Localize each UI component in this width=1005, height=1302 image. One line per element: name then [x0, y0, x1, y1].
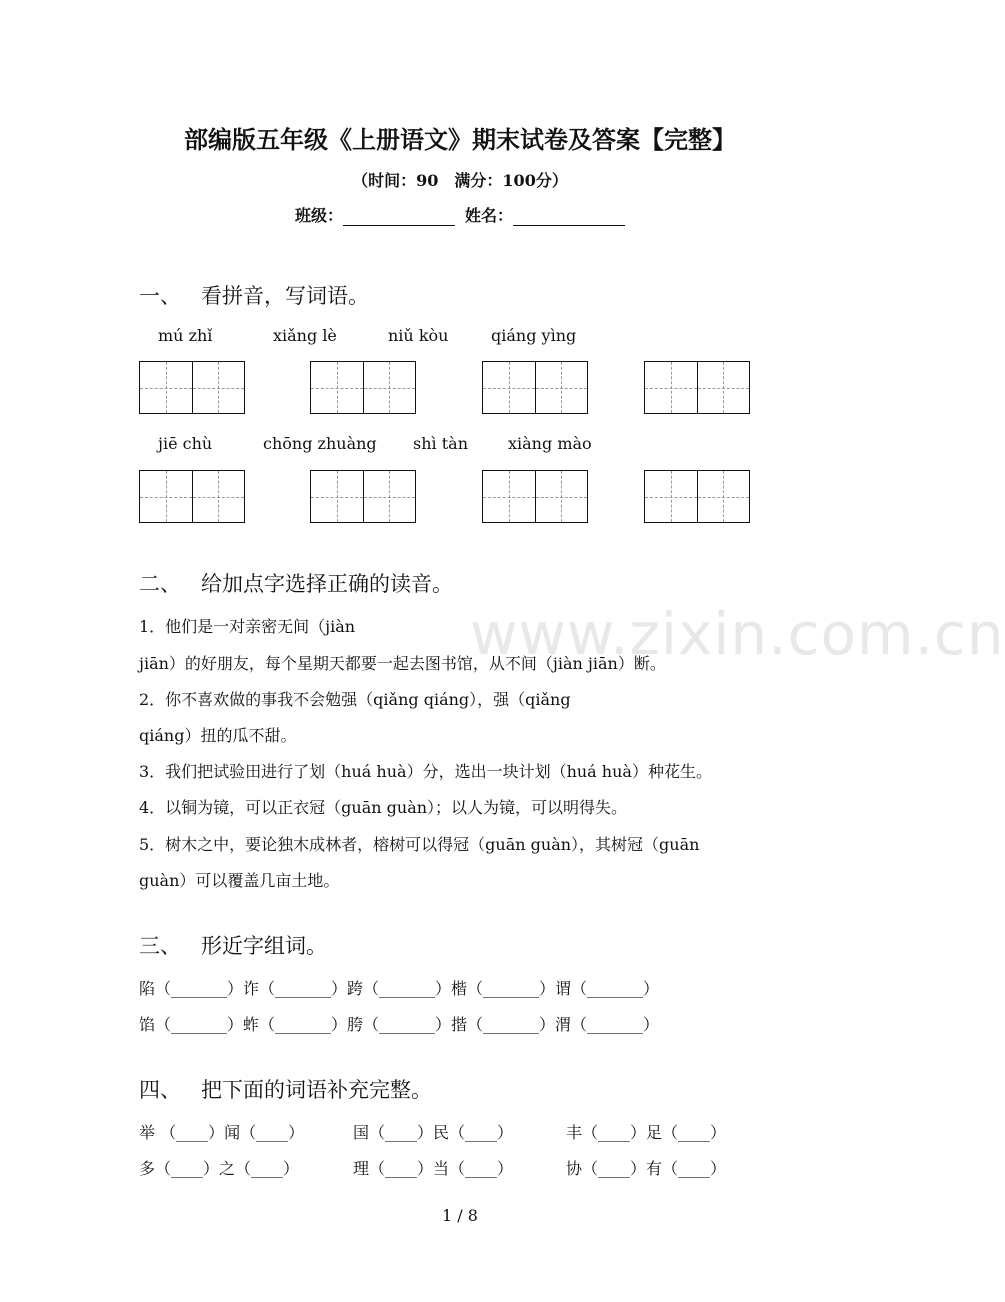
section-3-title: 形近字组词。: [201, 934, 327, 958]
idiom-item: 多（____）之（____）: [139, 1159, 300, 1178]
pinyin-label: mú zhǐ: [158, 326, 213, 345]
class-blank[interactable]: [343, 209, 455, 226]
name-label: 姓名：: [465, 206, 514, 225]
section-1-title: 看拼音，写词语。: [201, 284, 369, 308]
watermark: www.zixin.com.cn: [470, 600, 1005, 668]
section-1-heading: [139, 280, 369, 310]
writing-grid-box[interactable]: [139, 470, 245, 523]
section-4-heading: [139, 1074, 432, 1104]
page-number: 1 / 8: [442, 1206, 478, 1225]
exam-title: 部编版五年级《上册语文》期末试卷及答案【完整】: [184, 125, 736, 154]
writing-grid-box[interactable]: [644, 470, 750, 523]
word-group-row: 陷（_______）诈（_______）跨（_______）楷（_______）谓（_______）: [139, 979, 660, 998]
class-label: 班级：: [294, 206, 343, 225]
pinyin-label: xiàng mào: [508, 434, 592, 453]
section-4-number: 四、: [139, 1078, 181, 1102]
question-line: 5．树木之中，要论独木成林者，榕树可以得冠（guān guàn），其树冠（guān: [139, 835, 700, 854]
pinyin-label: chōng zhuàng: [263, 434, 377, 453]
idiom-item: 丰（____）足（____）: [566, 1123, 727, 1142]
question-line: jiān）的好朋友，每个星期天都要一起去图书馆，从不间（jiàn jiān）断。: [139, 654, 666, 673]
pinyin-label: shì tàn: [413, 434, 468, 453]
writing-grid-box[interactable]: [310, 361, 416, 414]
idiom-item: 举 （____）闻（____）: [139, 1123, 305, 1142]
section-2-title: 给加点字选择正确的读音。: [201, 572, 453, 596]
word-group-row: 馅（_______）蚱（_______）胯（_______）揩（_______）渭（_______）: [139, 1015, 660, 1034]
section-1-number: 一、: [139, 284, 181, 308]
pinyin-label: niǔ kòu: [388, 326, 449, 345]
question-line: guàn）可以覆盖几亩土地。: [139, 871, 340, 890]
class-name-line: [0, 203, 920, 226]
section-2-heading: [139, 568, 453, 598]
writing-grid-box[interactable]: [482, 361, 588, 414]
question-line: 2．你不喜欢做的事我不会勉强（qiǎng qiáng），强（qiǎng: [139, 690, 571, 709]
exam-subtitle: （时间：90 满分：100分）: [352, 171, 568, 190]
writing-grid-box[interactable]: [644, 361, 750, 414]
writing-grid-box[interactable]: [139, 361, 245, 414]
section-3-number: 三、: [139, 934, 181, 958]
writing-grid-box[interactable]: [310, 470, 416, 523]
pinyin-label: jiē chù: [158, 434, 213, 453]
section-4-title: 把下面的词语补充完整。: [201, 1078, 432, 1102]
pinyin-label: xiǎng lè: [273, 326, 337, 345]
idiom-item: 协（____）有（____）: [566, 1159, 727, 1178]
pinyin-label: qiáng yìng: [491, 326, 577, 345]
writing-grid-box[interactable]: [482, 470, 588, 523]
question-line: qiáng）扭的瓜不甜。: [139, 726, 297, 745]
section-3-heading: [139, 930, 327, 960]
question-line: 4．以铜为镜，可以正衣冠（guān guàn）；以人为镜，可以明得失。: [139, 798, 628, 817]
idiom-item: 国（____）民（____）: [353, 1123, 514, 1142]
name-blank[interactable]: [513, 209, 625, 226]
section-2-number: 二、: [139, 572, 181, 596]
question-line: 3．我们把试验田进行了划（huá huà）分，选出一块计划（huá huà）种花生。: [139, 762, 712, 781]
question-line: 1．他们是一对亲密无间（jiàn: [139, 617, 356, 636]
idiom-item: 理（____）当（____）: [353, 1159, 514, 1178]
